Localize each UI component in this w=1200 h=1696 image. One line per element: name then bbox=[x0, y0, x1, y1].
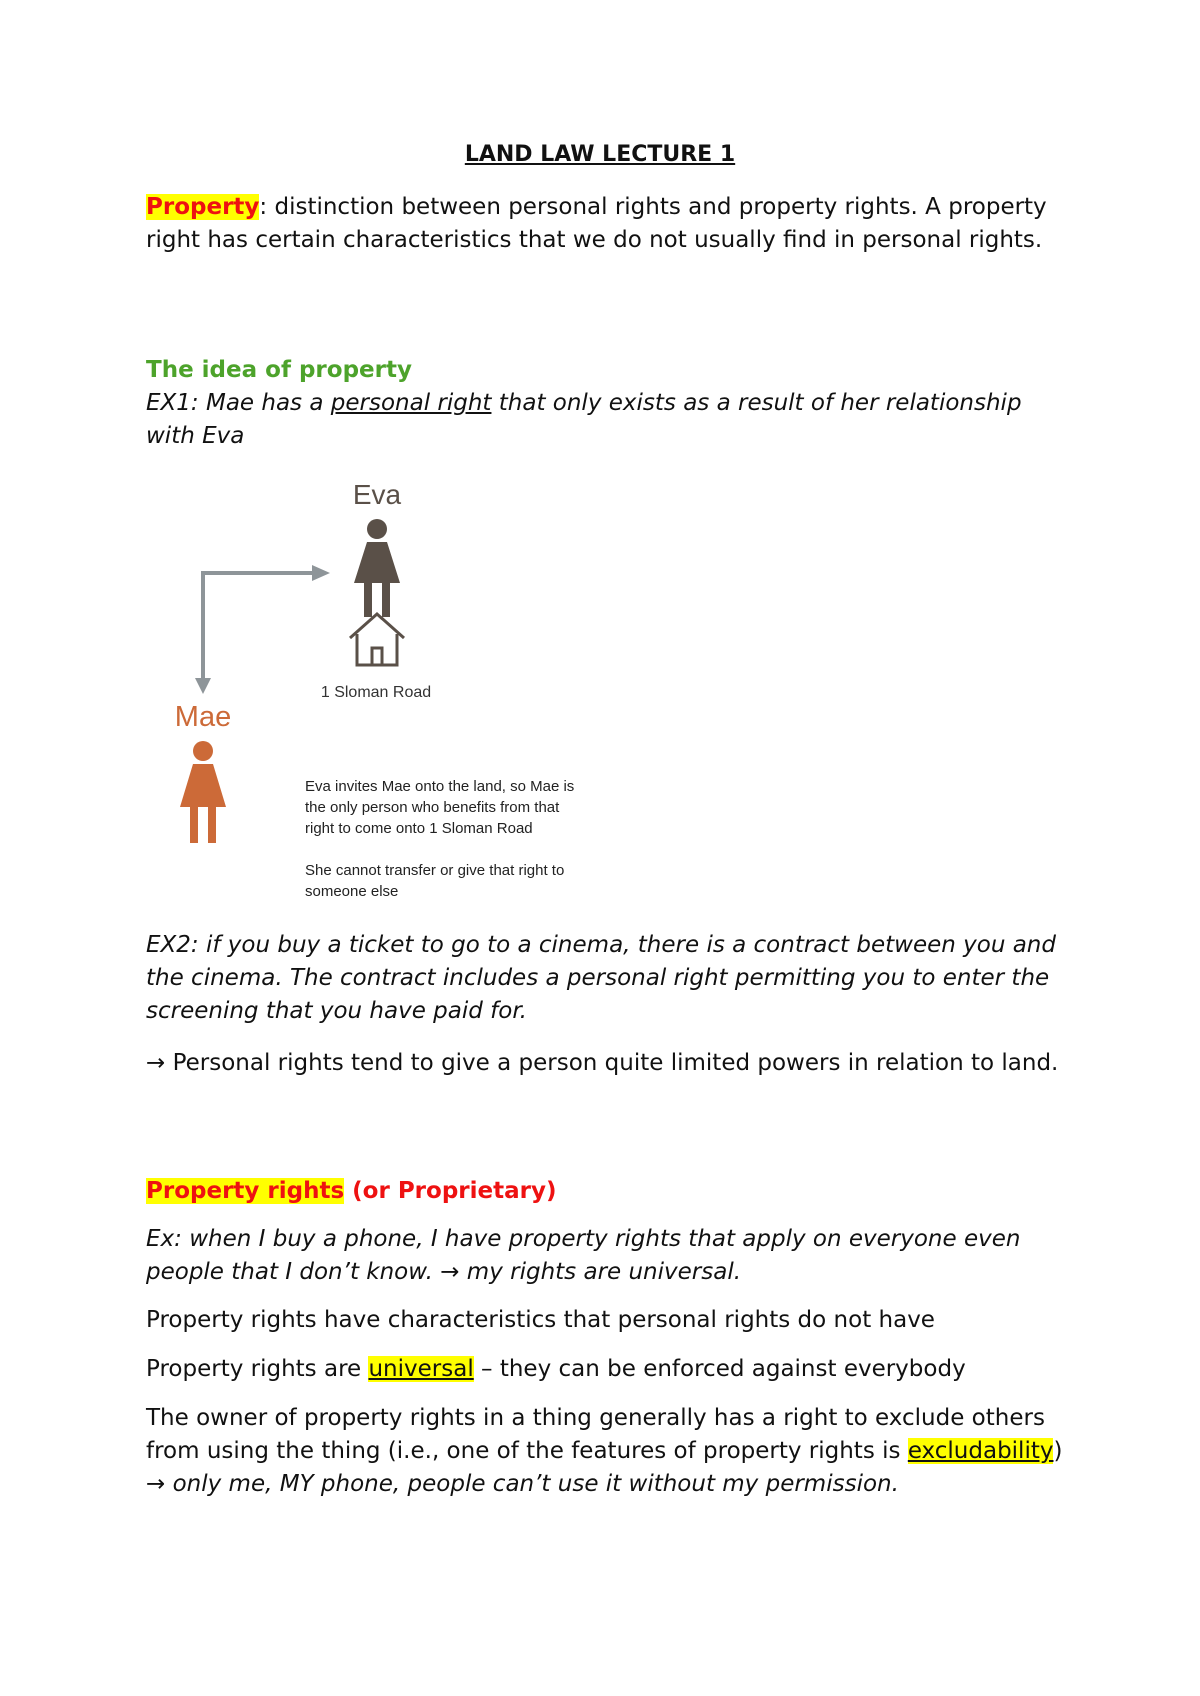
phone-example-paragraph bbox=[146, 1223, 1066, 1289]
mae-label: Mae bbox=[174, 701, 232, 733]
ex2-paragraph: EX2: if you buy a ticket to go to a cinema, there is a contract between you and the cinema. The contract includes a personal right permitting you to enter the screening that you have paid for. bbox=[146, 932, 1056, 1024]
exclude-rest: only me, MY phone, people can’t use it without my permission. bbox=[165, 1471, 899, 1497]
universal-paragraph bbox=[146, 1353, 1066, 1386]
eva-person-icon bbox=[354, 519, 400, 617]
note-line-2: the only person who benefits from that bbox=[305, 799, 560, 816]
property-rights-suffix: (or Proprietary) bbox=[344, 1178, 557, 1204]
eva-label: Eva bbox=[352, 479, 402, 510]
property-rights-heading bbox=[146, 1175, 1066, 1208]
phone-example-lead: Ex: when I buy a phone, I have property rights that apply on everyone even people that I don’t know. bbox=[146, 1226, 1021, 1285]
ex1-paragraph bbox=[146, 387, 1066, 453]
characteristics-paragraph: Property rights have characteristics that personal rights do not have bbox=[146, 1307, 935, 1333]
phone-example-rest: my rights are universal. bbox=[459, 1259, 742, 1285]
universal-term: universal bbox=[368, 1356, 474, 1382]
note-line-3: right to come onto 1 Sloman Road bbox=[305, 820, 533, 837]
term-property: Property bbox=[146, 194, 260, 220]
note-line-1: Eva invites Mae onto the land, so Mae is bbox=[305, 778, 575, 795]
ex1-lead: EX1: Mae has a bbox=[146, 390, 331, 416]
universal-rest: – they can be enforced against everybody bbox=[473, 1356, 966, 1382]
personal-right-term: personal right bbox=[330, 390, 492, 416]
idea-heading-text: The idea of property bbox=[146, 357, 412, 383]
rights-diagram bbox=[160, 470, 630, 914]
excludability-term: excludability bbox=[907, 1438, 1054, 1464]
idea-heading bbox=[146, 354, 1066, 387]
arrow-glyph: → bbox=[440, 1259, 460, 1285]
arrow-glyph: → bbox=[146, 1471, 166, 1497]
house-icon bbox=[350, 614, 404, 665]
note-line-4: She cannot transfer or give that right to bbox=[305, 862, 565, 879]
universal-lead: Property rights are bbox=[146, 1356, 369, 1382]
address-label: 1 Sloman Road bbox=[320, 684, 432, 701]
personal-limits-text: Personal rights tend to give a person quite limited powers in relation to land. bbox=[165, 1050, 1059, 1076]
note-line-5: someone else bbox=[305, 883, 399, 900]
intro-text: : distinction between personal rights and property rights. A property right has certain characteristics that we do not usually find in personal rights. bbox=[146, 194, 1047, 253]
intro-paragraph bbox=[146, 191, 1066, 257]
ex1-rest: that only exists as a result of her relationship with Eva bbox=[146, 390, 1022, 449]
arrow-connector bbox=[195, 565, 330, 694]
rights-diagram-svg bbox=[160, 470, 630, 910]
mae-person-icon bbox=[180, 741, 226, 843]
exclude-lead: The owner of property rights in a thing generally has a right to exclude others from using the thing (i.e., one of the features of property rights is bbox=[146, 1405, 1045, 1464]
property-rights-term: Property rights bbox=[146, 1178, 345, 1204]
arrow-glyph: → bbox=[146, 1050, 166, 1076]
personal-limits-paragraph bbox=[146, 1047, 1066, 1080]
exclude-paragraph bbox=[146, 1402, 1066, 1501]
exclude-mid: ) bbox=[1053, 1438, 1063, 1464]
document-title: LAND LAW LECTURE 1 bbox=[464, 142, 736, 167]
